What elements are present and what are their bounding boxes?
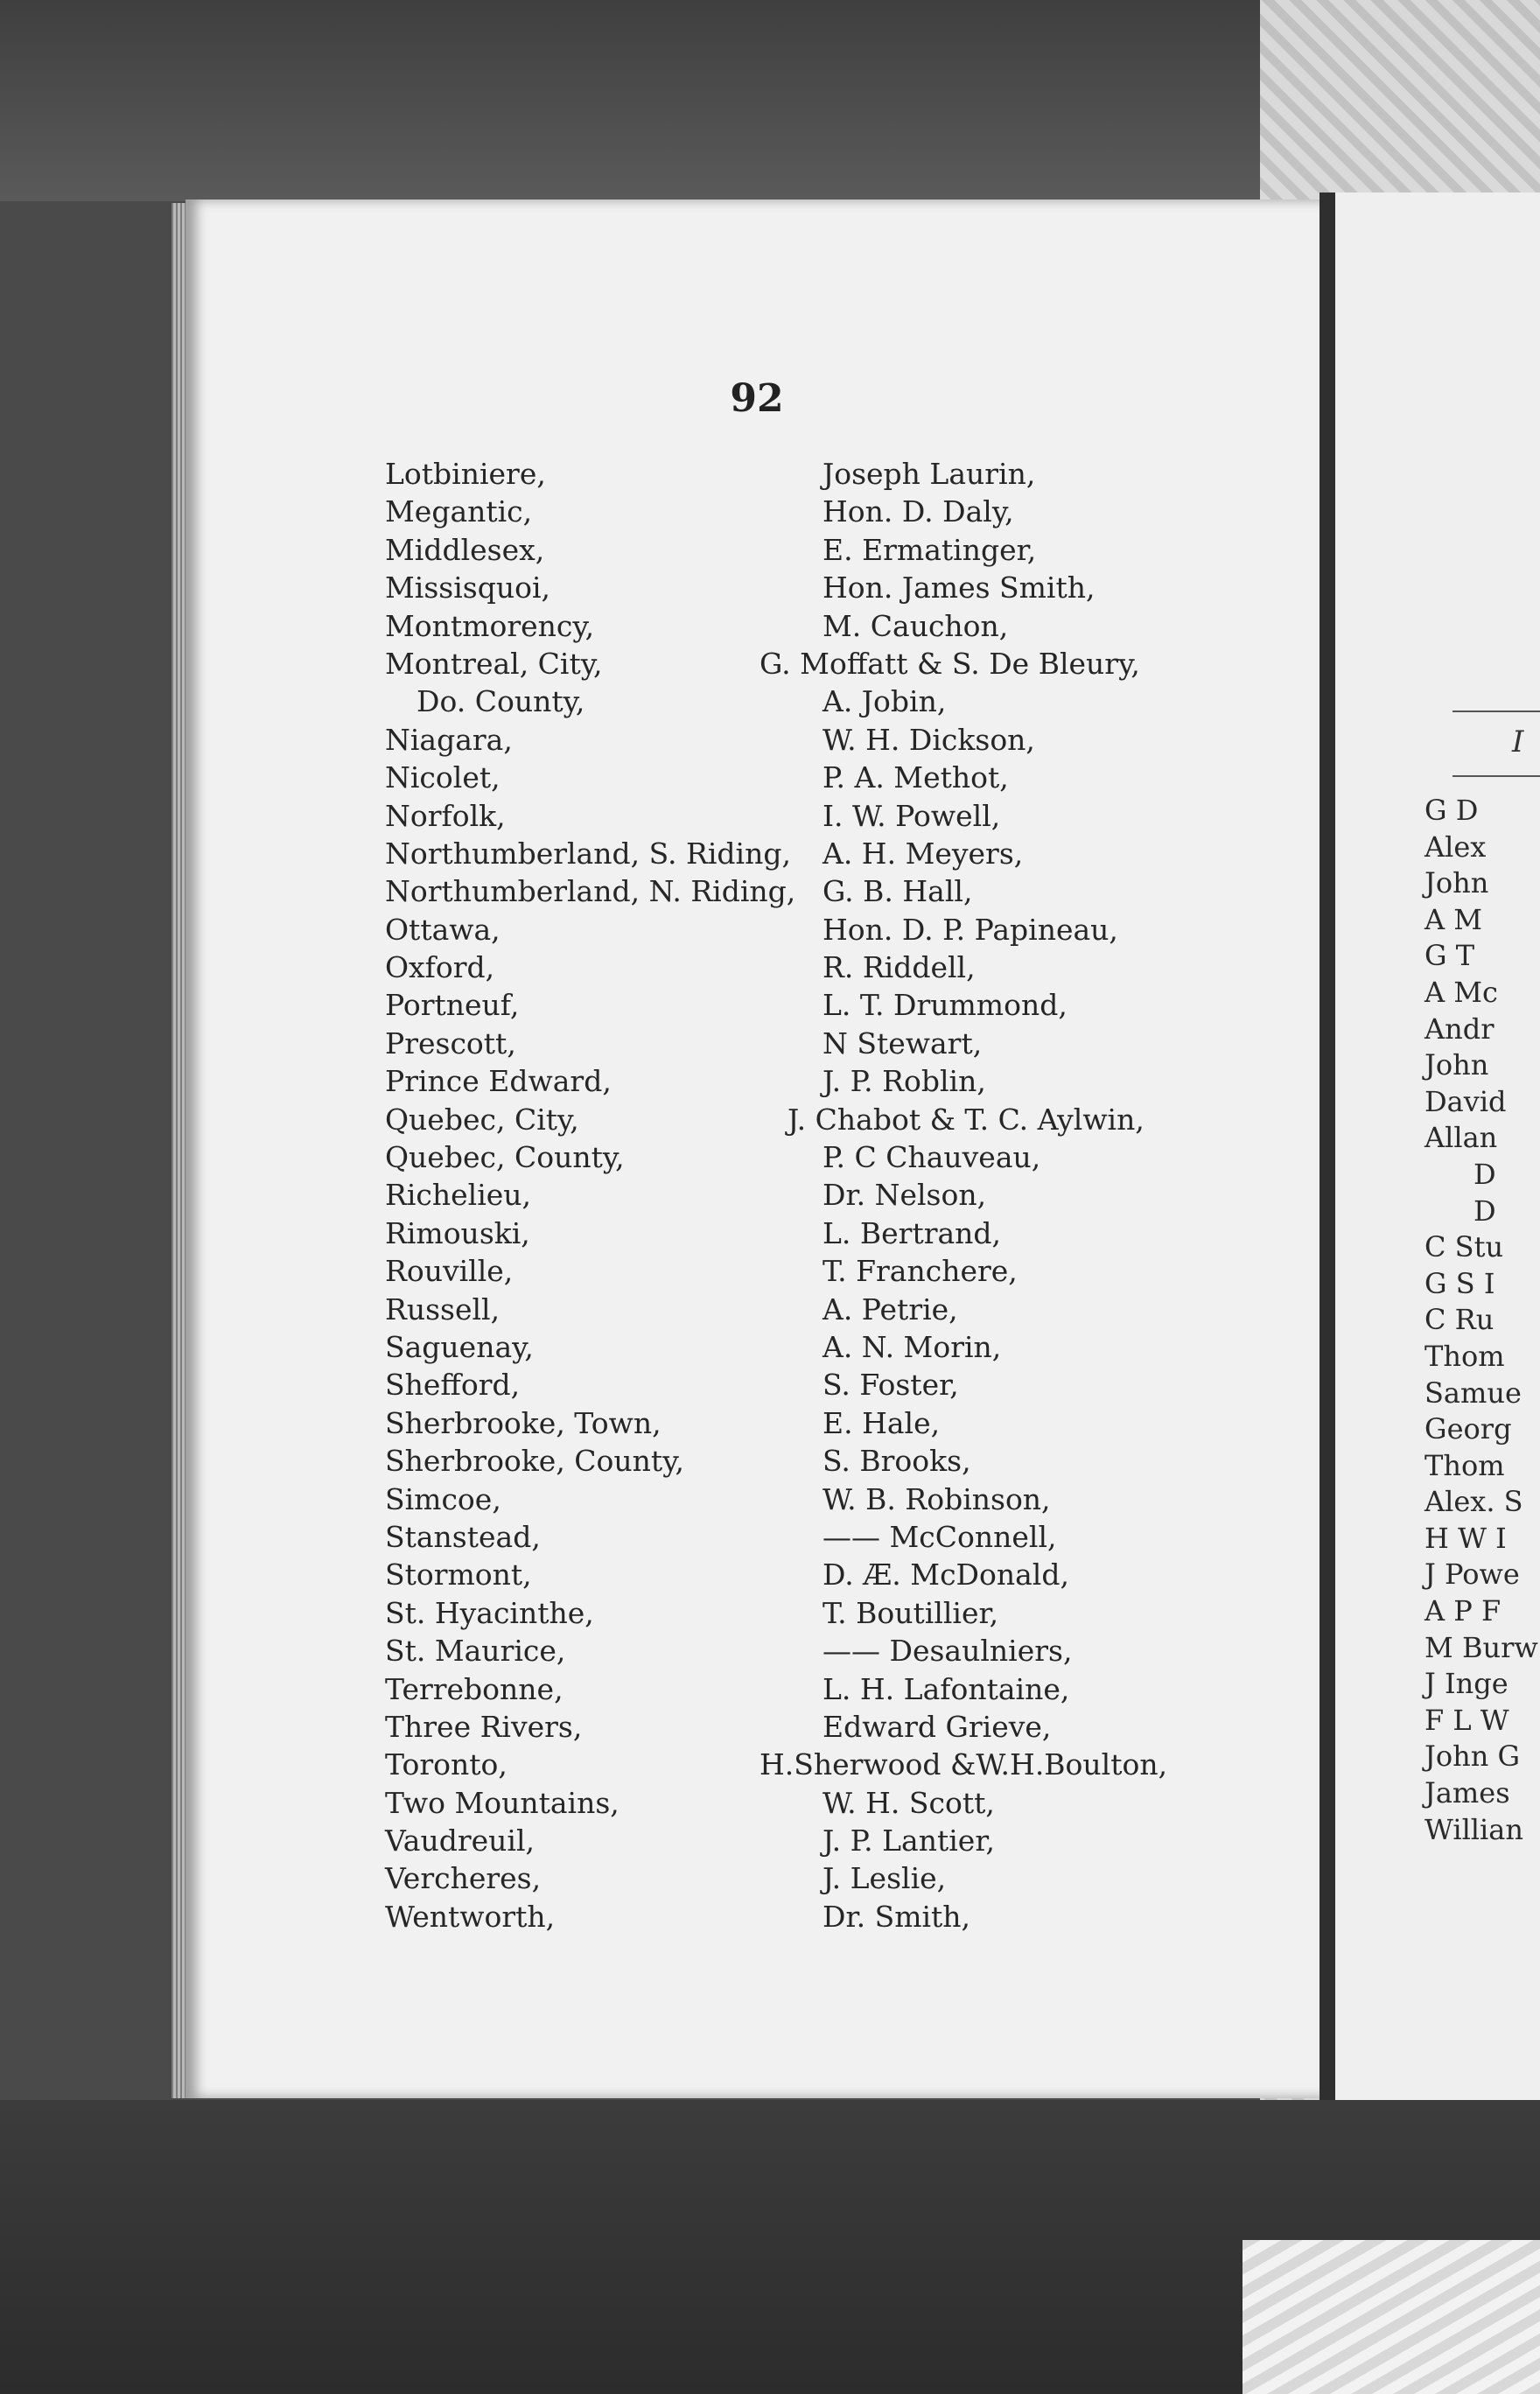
list-item bbox=[385, 872, 1260, 910]
list-item bbox=[385, 645, 1260, 682]
member-name: Dr. Smith, bbox=[822, 1899, 971, 1934]
list-item: Willian bbox=[1424, 1812, 1523, 1846]
list-item: John G bbox=[1424, 1740, 1521, 1774]
list-item bbox=[385, 1518, 1260, 1556]
list-item bbox=[385, 1176, 1260, 1214]
member-name: J. Leslie, bbox=[822, 1861, 947, 1896]
member-name: Dr. Nelson, bbox=[822, 1178, 987, 1213]
list-item: D bbox=[1474, 1194, 1496, 1228]
constituency: Ottawa, bbox=[385, 912, 500, 947]
list-item: G T bbox=[1424, 939, 1475, 973]
constituency: Sherbrooke, Town, bbox=[385, 1405, 662, 1440]
member-name: E. Ermatinger, bbox=[822, 532, 1037, 567]
member-name: A. H. Meyers, bbox=[822, 836, 1024, 871]
member-name: S. Foster, bbox=[822, 1368, 959, 1403]
list-item bbox=[385, 1291, 1260, 1328]
member-name: G. B. Hall, bbox=[822, 874, 973, 909]
list-item: G D bbox=[1424, 794, 1479, 827]
constituency-list bbox=[385, 455, 1260, 1936]
constituency: Stormont, bbox=[385, 1558, 532, 1592]
constituency: St. Maurice, bbox=[385, 1634, 566, 1669]
member-name: W. H. Scott, bbox=[822, 1785, 995, 1820]
constituency: Portneuf, bbox=[385, 988, 520, 1023]
member-name: H.Sherwood &W.H.Boulton, bbox=[760, 1747, 1168, 1782]
list-item bbox=[385, 759, 1260, 796]
list-item: Samue bbox=[1424, 1376, 1522, 1410]
list-item bbox=[385, 1214, 1260, 1252]
member-name: J. Chabot & T. C. Aylwin, bbox=[788, 1102, 1144, 1137]
list-item bbox=[385, 797, 1260, 835]
member-name: A. Jobin, bbox=[822, 684, 947, 719]
list-item bbox=[385, 1670, 1260, 1708]
list-item: H W I bbox=[1424, 1521, 1507, 1555]
member-name: A. Petrie, bbox=[822, 1292, 958, 1326]
constituency: Terrebonne, bbox=[385, 1671, 564, 1706]
list-item: Thom bbox=[1424, 1339, 1505, 1373]
list-item bbox=[385, 1784, 1260, 1822]
list-item bbox=[385, 1746, 1260, 1783]
list-item bbox=[385, 1632, 1260, 1670]
facing-page-rule-top bbox=[1452, 710, 1540, 712]
list-item bbox=[385, 1366, 1260, 1404]
member-name: J. P. Roblin, bbox=[822, 1064, 986, 1099]
constituency: Wentworth, bbox=[385, 1899, 556, 1934]
member-name: I. W. Powell, bbox=[822, 798, 1001, 833]
member-name: Hon. D. P. Papineau, bbox=[822, 912, 1118, 947]
facing-page-header: I bbox=[1512, 724, 1524, 760]
constituency: Shefford, bbox=[385, 1368, 521, 1403]
member-name: G. Moffatt & S. De Bleury, bbox=[760, 646, 1140, 681]
constituency: Do. County, bbox=[416, 684, 585, 719]
constituency: Norfolk, bbox=[385, 798, 506, 833]
member-name: L. H. Lafontaine, bbox=[822, 1671, 1070, 1706]
list-item: Allan bbox=[1424, 1121, 1498, 1155]
member-name: —— Desaulniers, bbox=[822, 1634, 1073, 1669]
list-item: John bbox=[1424, 1048, 1489, 1082]
list-item bbox=[385, 986, 1260, 1024]
list-item: A M bbox=[1424, 902, 1483, 936]
facing-page-names bbox=[1424, 793, 1540, 1848]
list-item: F L W bbox=[1424, 1703, 1509, 1737]
constituency: Megantic, bbox=[385, 494, 533, 529]
constituency: Stanstead, bbox=[385, 1519, 541, 1554]
list-item: Alex. S bbox=[1424, 1485, 1523, 1519]
list-item: Thom bbox=[1424, 1448, 1505, 1482]
list-item bbox=[385, 1101, 1260, 1138]
constituency: Middlesex, bbox=[385, 532, 545, 567]
member-name: T. Boutillier, bbox=[822, 1595, 999, 1630]
list-item bbox=[385, 1708, 1260, 1746]
member-name: W. H. Dickson, bbox=[822, 722, 1035, 757]
list-item: M Burw bbox=[1424, 1630, 1538, 1664]
list-item bbox=[385, 835, 1260, 872]
constituency: Missisquoi, bbox=[385, 570, 550, 606]
list-item: D bbox=[1474, 1157, 1496, 1191]
constituency: Niagara, bbox=[385, 722, 513, 757]
constituency: Three Rivers, bbox=[385, 1709, 583, 1744]
list-item bbox=[385, 1898, 1260, 1936]
list-item bbox=[385, 1328, 1260, 1366]
list-item: G S I bbox=[1424, 1266, 1495, 1300]
member-name: S. Brooks, bbox=[822, 1444, 971, 1479]
list-item bbox=[385, 455, 1260, 493]
member-name: T. Franchere, bbox=[822, 1254, 1018, 1289]
constituency: Northumberland, S. Riding, bbox=[385, 836, 791, 871]
list-item: C Ru bbox=[1424, 1303, 1494, 1337]
member-name: Joseph Laurin, bbox=[822, 457, 1036, 491]
constituency: Two Mountains, bbox=[385, 1785, 620, 1820]
constituency: St. Hyacinthe, bbox=[385, 1595, 594, 1630]
constituency: Nicolet, bbox=[385, 760, 500, 795]
member-name: P. A. Methot, bbox=[822, 760, 1009, 795]
constituency: Quebec, City, bbox=[385, 1102, 579, 1137]
list-item bbox=[385, 1480, 1260, 1518]
member-name: M. Cauchon, bbox=[822, 608, 1009, 643]
list-item bbox=[385, 948, 1260, 986]
constituency: Prescott, bbox=[385, 1026, 516, 1060]
constituency: Oxford, bbox=[385, 950, 495, 985]
constituency: Rouville, bbox=[385, 1254, 514, 1289]
member-name: R. Riddell, bbox=[822, 950, 976, 985]
member-name: J. P. Lantier, bbox=[822, 1824, 995, 1858]
member-name: P. C Chauveau, bbox=[822, 1140, 1041, 1175]
member-name: E. Hale, bbox=[822, 1405, 941, 1440]
list-item bbox=[385, 1252, 1260, 1290]
list-item bbox=[385, 1859, 1260, 1897]
constituency: Richelieu, bbox=[385, 1178, 532, 1213]
list-item bbox=[385, 1025, 1260, 1062]
list-item: James bbox=[1424, 1776, 1510, 1810]
constituency: Quebec, County, bbox=[385, 1140, 625, 1175]
list-item bbox=[385, 1556, 1260, 1593]
list-item: Georg bbox=[1424, 1412, 1512, 1446]
book-gutter bbox=[1320, 192, 1335, 2100]
constituency: Lotbiniere, bbox=[385, 457, 546, 491]
facing-page-rule-bottom bbox=[1452, 775, 1540, 777]
list-item bbox=[385, 911, 1260, 948]
member-name: —— McConnell, bbox=[822, 1519, 1057, 1554]
member-name: W. B. Robinson, bbox=[822, 1481, 1051, 1516]
member-name: L. Bertrand, bbox=[822, 1215, 1002, 1250]
list-item: David bbox=[1424, 1084, 1507, 1118]
list-item: C Stu bbox=[1424, 1230, 1504, 1264]
constituency: Saguenay, bbox=[385, 1329, 534, 1364]
list-item: A Mc bbox=[1424, 975, 1498, 1009]
list-item bbox=[385, 682, 1260, 720]
member-name: D. Æ. McDonald, bbox=[822, 1558, 1069, 1592]
page-number: 92 bbox=[730, 376, 784, 421]
list-item: Andr bbox=[1424, 1012, 1494, 1046]
member-name: Hon. D. Daly, bbox=[822, 494, 1014, 529]
list-item bbox=[385, 493, 1260, 530]
member-name: Edward Grieve, bbox=[822, 1709, 1052, 1744]
constituency: Sherbrooke, County, bbox=[385, 1444, 684, 1479]
background-lace-bottom-right bbox=[1242, 2240, 1540, 2394]
list-item bbox=[385, 607, 1260, 645]
member-name: Hon. James Smith, bbox=[822, 570, 1096, 606]
list-item bbox=[385, 721, 1260, 759]
member-name: A. N. Morin, bbox=[822, 1329, 1002, 1364]
list-item bbox=[385, 569, 1260, 606]
list-item bbox=[385, 1138, 1260, 1176]
constituency: Russell, bbox=[385, 1292, 500, 1326]
list-item bbox=[385, 1594, 1260, 1632]
list-item bbox=[385, 1442, 1260, 1480]
constituency: Simcoe, bbox=[385, 1481, 501, 1516]
list-item bbox=[385, 531, 1260, 569]
constituency: Northumberland, N. Riding, bbox=[385, 874, 796, 909]
list-item: J Powe bbox=[1424, 1558, 1520, 1592]
member-name: L. T. Drummond, bbox=[822, 988, 1068, 1023]
list-item: J Inge bbox=[1424, 1667, 1508, 1701]
constituency: Vaudreuil, bbox=[385, 1824, 536, 1858]
list-item: A P F bbox=[1424, 1594, 1502, 1628]
member-name: N Stewart, bbox=[822, 1026, 983, 1060]
list-item bbox=[385, 1062, 1260, 1100]
list-item bbox=[385, 1822, 1260, 1859]
constituency: Vercheres, bbox=[385, 1861, 542, 1896]
constituency: Montmorency, bbox=[385, 608, 595, 643]
list-item: John bbox=[1424, 866, 1489, 900]
list-item bbox=[385, 1404, 1260, 1442]
constituency: Montreal, City, bbox=[385, 646, 603, 681]
constituency: Prince Edward, bbox=[385, 1064, 612, 1099]
constituency: Toronto, bbox=[385, 1747, 508, 1782]
constituency: Rimouski, bbox=[385, 1215, 530, 1250]
list-item: Alex bbox=[1424, 830, 1487, 864]
